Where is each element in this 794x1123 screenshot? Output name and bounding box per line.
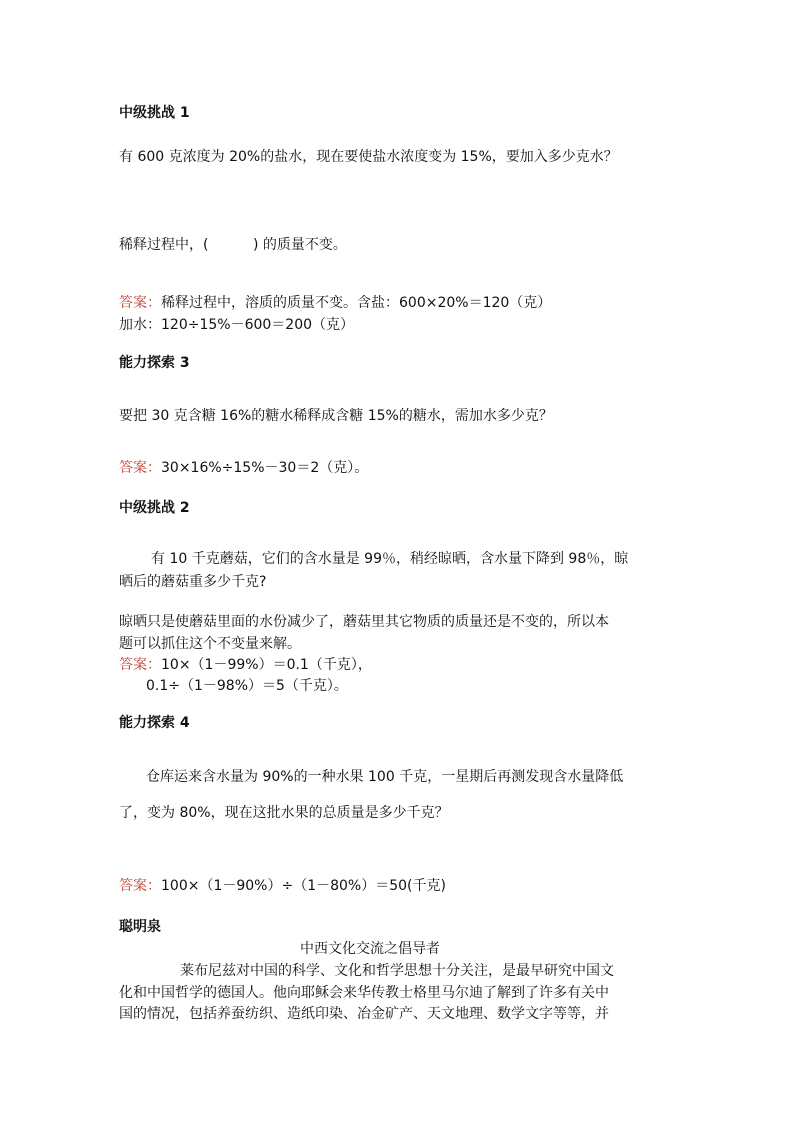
question-text: 晒后的蘑菇重多少千克? <box>119 574 267 590</box>
question-text: 有 600 克浓度为 20%的盐水，现在要使盐水浓度变为 15%，要加入多少克水？ <box>119 149 618 165</box>
section-heading: 中级挑战 1 <box>119 105 190 121</box>
question-text: 仓库运来含水量为 90%的一种水果 100 千克，一星期后再测发现含水量降低 <box>146 769 624 785</box>
answer-line <box>119 876 446 896</box>
answer-label: 答案： <box>119 460 161 476</box>
answer-line <box>119 655 372 675</box>
section-heading: 中级挑战 2 <box>119 500 190 516</box>
answer-text: 100×（1－90%）÷（1－80%）＝50(千克) <box>161 878 446 894</box>
answer-text: 0.1÷（1－98%）＝5（千克）。 <box>146 678 348 694</box>
answer-line <box>119 293 551 313</box>
article-title: 中西文化交流之倡导者 <box>300 941 440 957</box>
answer-text: 30×16%÷15%－30＝2（克）。 <box>161 460 369 476</box>
paragraph-line: 国的情况，包括养蚕纺织、造纸印染、冶金矿产、天文地理、数学文字等等，并 <box>119 1006 609 1022</box>
hint-text: 稀释过程中，( ) 的质量不变。 <box>119 237 347 253</box>
paragraph-line: 莱布尼兹对中国的科学、文化和哲学思想十分关注，是最早研究中国文 <box>180 963 614 979</box>
section-heading: 能力探索 4 <box>119 715 190 731</box>
section-heading: 聪明泉 <box>119 919 161 935</box>
answer-label: 答案： <box>119 878 161 894</box>
explanation-text: 题可以抓住这个不变量来解。 <box>119 636 301 652</box>
explanation-text: 晾晒只是使蘑菇里面的水份减少了，蘑菇里其它物质的质量还是不变的，所以本 <box>119 614 609 630</box>
question-text: 要把 30 克含糖 16%的糖水稀释成含糖 15%的糖水，需加水多少克？ <box>119 408 553 424</box>
answer-line <box>119 458 368 478</box>
answer-text: 加水：120÷15%－600＝200（克） <box>119 317 355 333</box>
answer-text: 稀释过程中，溶质的质量不变。含盐：600×20%＝120（克） <box>161 295 552 311</box>
answer-text: 10×（1－99%）＝0.1（千克）， <box>161 657 372 673</box>
answer-label: 答案： <box>119 657 161 673</box>
question-text: 了，变为 80%，现在这批水果的总质量是多少千克？ <box>119 805 449 821</box>
section-heading: 能力探索 3 <box>119 355 190 371</box>
paragraph-line: 化和中国哲学的德国人。他向耶稣会来华传教士格里马尔迪了解到了许多有关中 <box>119 985 609 1001</box>
answer-label: 答案： <box>119 295 161 311</box>
question-text: 有 10 千克蘑菇，它们的含水量是 99％，稍经晾晒，含水量下降到 98％，晾 <box>151 551 629 567</box>
